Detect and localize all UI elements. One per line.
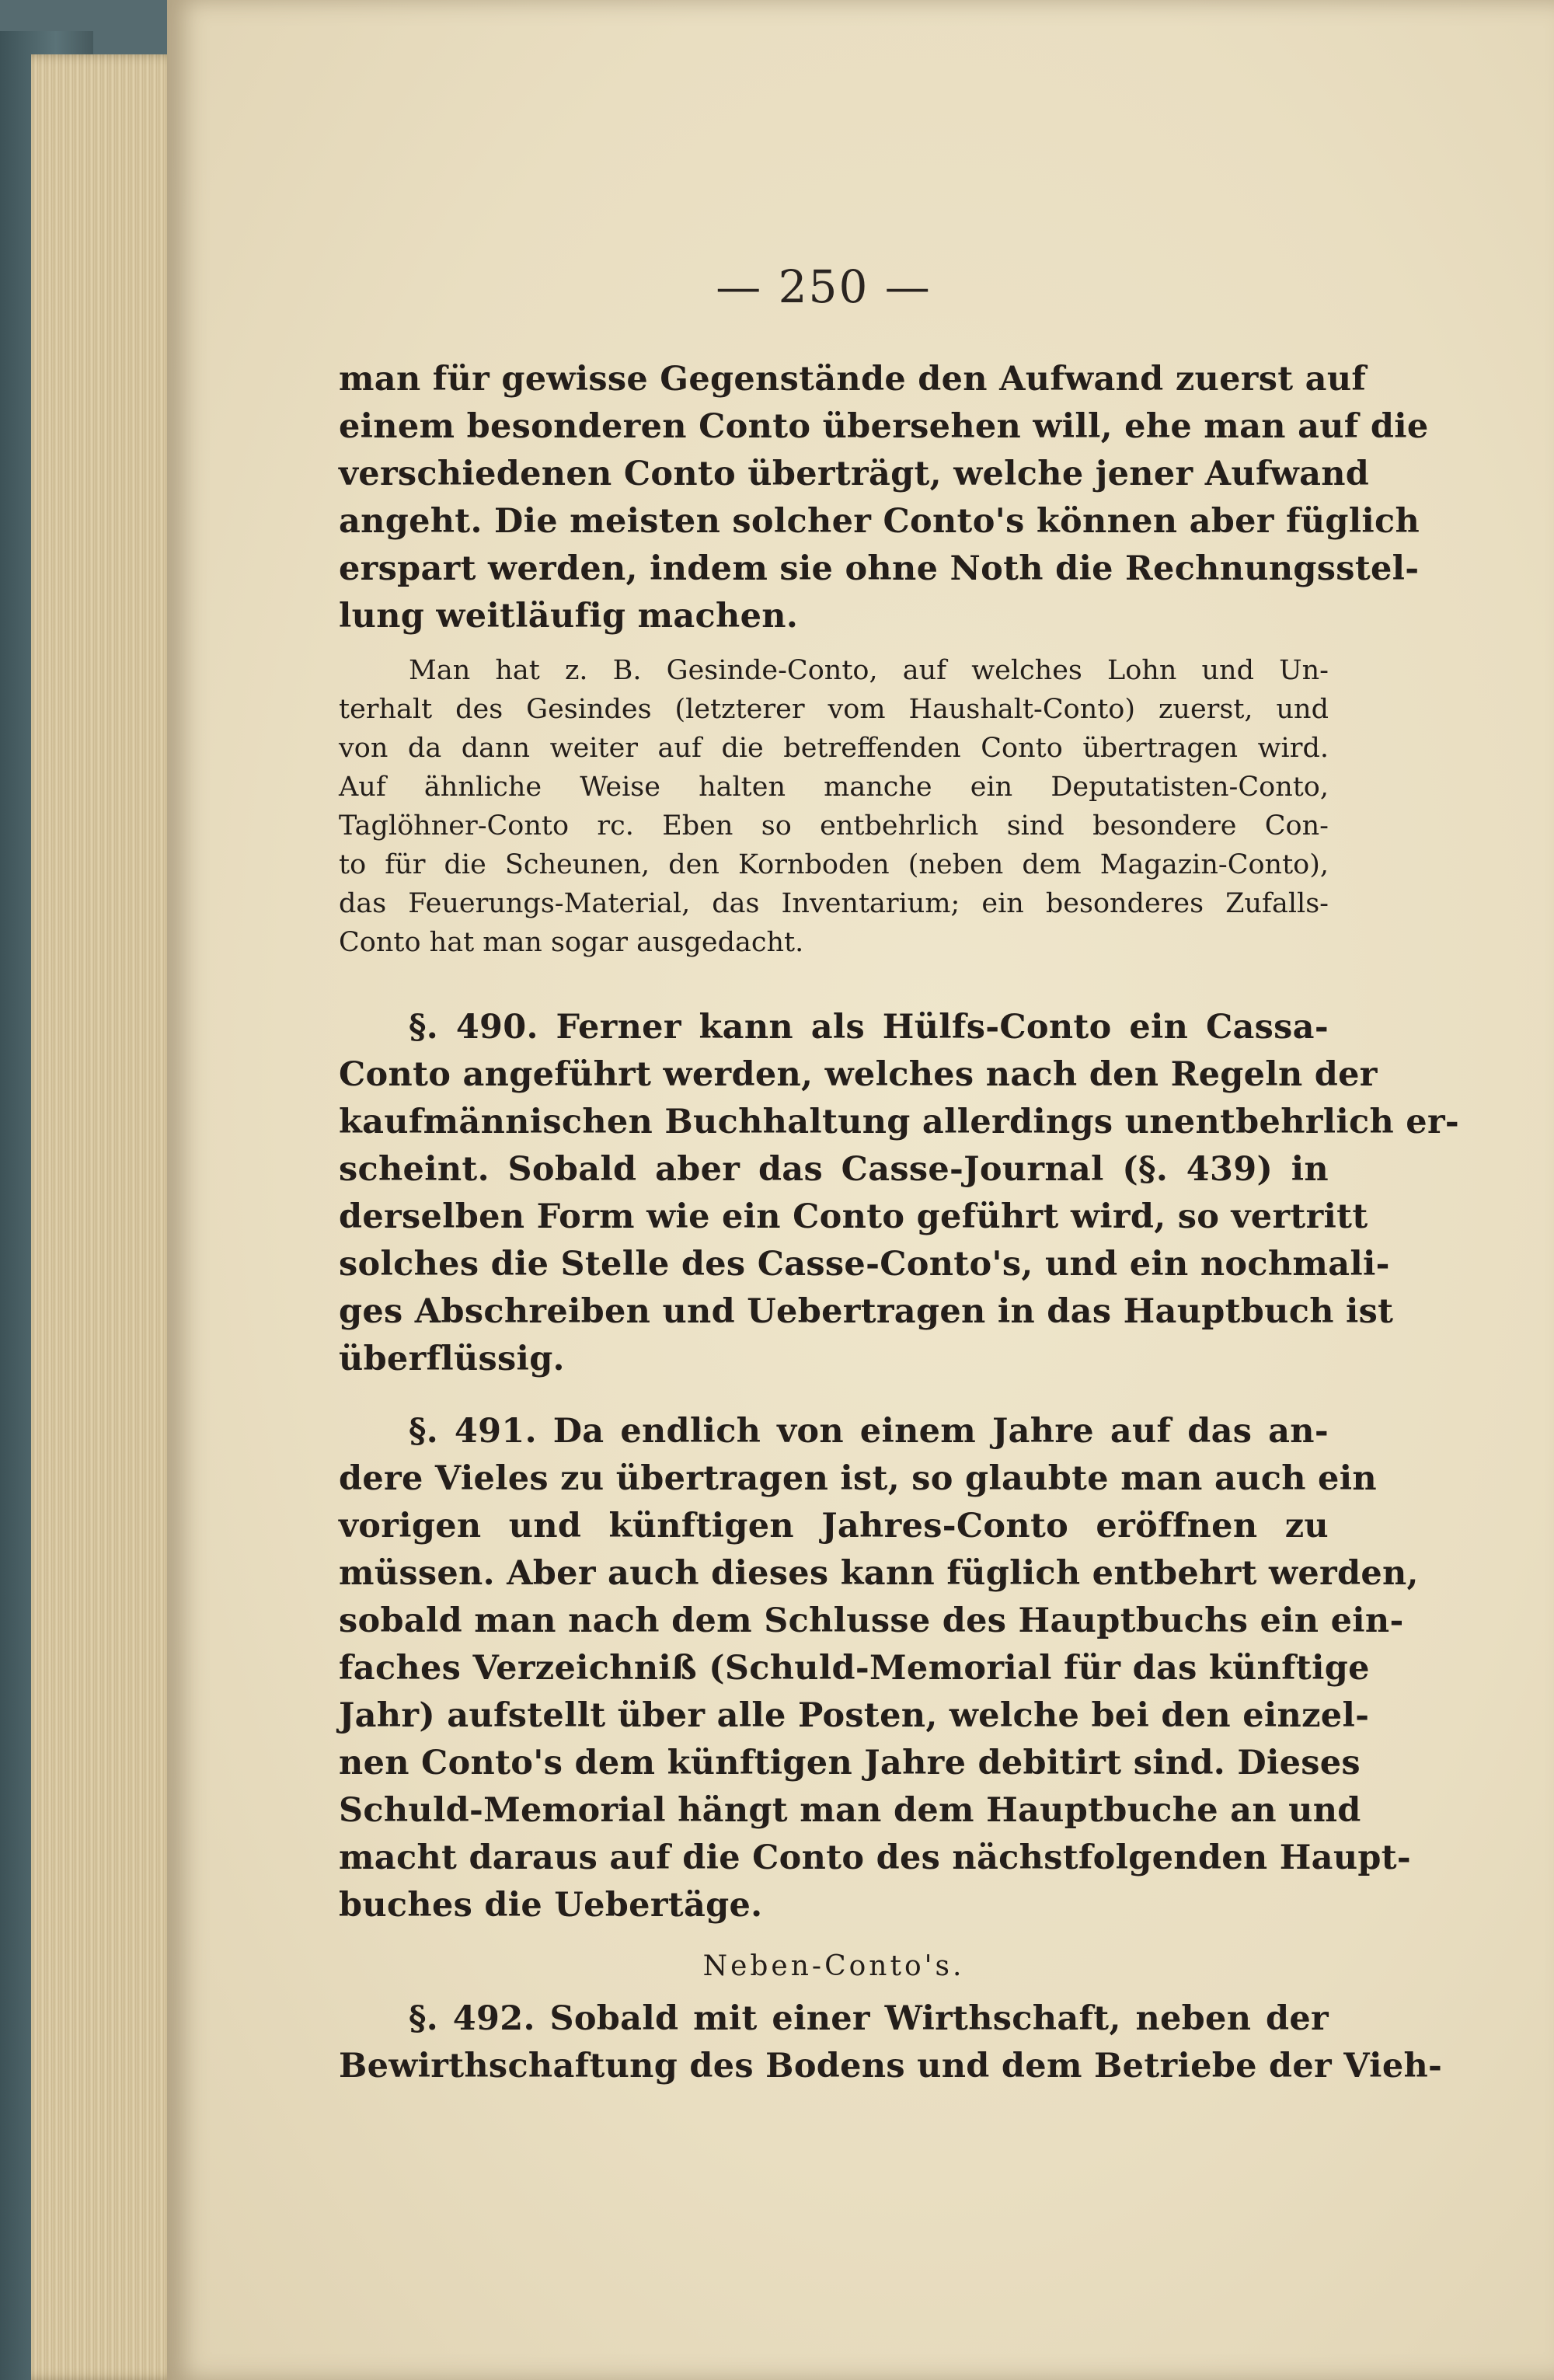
text-line: müssen. Aber auch dieses kann füglich entbehrt werden, (339, 1554, 1419, 1593)
paragraph-490 (339, 1004, 1460, 1383)
text-line: angeht. Die meisten solcher Conto's können aber füglich (339, 502, 1420, 541)
text-line: überflüssig. (339, 1340, 565, 1378)
text-line: das Feuerungs-Material, das Inventarium; ein besonderes Zufalls- (339, 888, 1329, 919)
text-line: Taglöhner-Conto rc. Eben so entbehrlich sind besondere Con- (339, 810, 1329, 842)
text-line: Auf ähnliche Weise halten manche ein Deputatisten-Conto, (339, 772, 1329, 803)
text-line: scheint. Sobald aber das Casse-Journal (§. 439) in (339, 1150, 1329, 1189)
text-line: ges Abschreiben und Uebertragen in das Hauptbuch ist (339, 1292, 1394, 1331)
text-line: Conto hat man sogar ausgedacht. (339, 927, 804, 958)
page-block-edges (31, 54, 186, 2380)
text-line: Bewirthschaftung des Bodens und dem Betriebe der Vieh- (339, 2047, 1443, 2086)
paragraph-continuation (339, 356, 1429, 640)
text-line: nen Conto's dem künftigen Jahre debitirt sind. Dieses (339, 1744, 1361, 1782)
text-line: von da dann weiter auf die betreffenden Conto übertragen wird. (339, 733, 1329, 764)
text-line: faches Verzeichniß (Schuld-Memorial für das künftige (339, 1649, 1370, 1688)
text-line: Man hat z. B. Gesinde-Conto, auf welches Lohn und Un- (409, 655, 1329, 686)
text-line: Conto angeführt werden, welches nach den Regeln der (339, 1055, 1378, 1094)
text-line: verschiedenen Conto überträgt, welche jener Aufwand (339, 455, 1370, 493)
text-line: solches die Stelle des Casse-Conto's, und ein nochmali- (339, 1245, 1390, 1284)
text-line: terhalt des Gesindes (letzterer vom Haushalt-Conto) zuerst, und (339, 694, 1329, 725)
text-line: vorigen und künftigen Jahres-Conto eröffnen zu (339, 1507, 1329, 1545)
text-line: dere Vieles zu übertragen ist, so glaubte man auch ein (339, 1459, 1377, 1498)
paragraph-492 (339, 1995, 1443, 2090)
text-line: Schuld-Memorial hängt man dem Hauptbuche an und (339, 1791, 1361, 1830)
text-line: sobald man nach dem Schlusse des Hauptbuchs ein ein- (339, 1601, 1404, 1640)
text-line: erspart werden, indem sie ohne Noth die Rechnungsstel- (339, 549, 1420, 588)
text-line: §. 492. Sobald mit einer Wirthschaft, neben der (409, 1999, 1329, 2038)
text-line: macht daraus auf die Conto des nächstfolgenden Haupt- (339, 1838, 1412, 1877)
text-line: §. 490. Ferner kann als Hülfs-Conto ein Cassa- (409, 1008, 1329, 1047)
section-heading: Neben-Conto's. (702, 1950, 965, 1982)
paragraph-491 (339, 1408, 1419, 1929)
text-line: §. 491. Da endlich von einem Jahre auf das an- (409, 1412, 1329, 1451)
small-note-paragraph (339, 651, 1329, 962)
page-number: — 250 — (716, 260, 932, 313)
text-line: einem besonderen Conto übersehen will, ehe man auf die (339, 407, 1429, 446)
text-line: buches die Uebertäge. (339, 1886, 763, 1925)
text-line: to für die Scheunen, den Kornboden (neben dem Magazin-Conto), (339, 849, 1329, 880)
text-line: man für gewisse Gegenstände den Aufwand zuerst auf (339, 360, 1367, 399)
text-line: derselben Form wie ein Conto geführt wird, so vertritt (339, 1197, 1368, 1236)
text-line: Jahr) aufstellt über alle Posten, welche bei den einzel- (339, 1696, 1370, 1735)
text-line: kaufmännischen Buchhaltung allerdings unentbehrlich er- (339, 1103, 1460, 1141)
text-line: lung weitläufig machen. (339, 597, 799, 636)
